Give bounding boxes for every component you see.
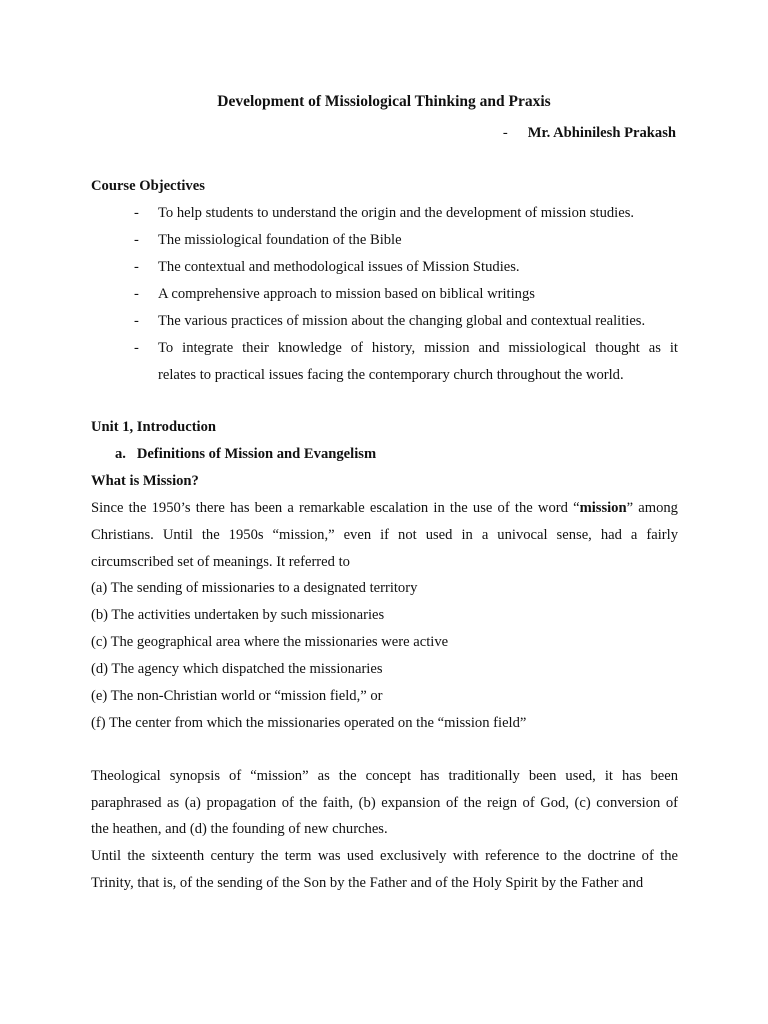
- author-name: Mr. Abhinilesh Prakash: [527, 125, 676, 141]
- list-item: (e) The non-Christian world or “mission field,” or: [91, 688, 383, 704]
- list-item: (c) The geographical area where the missionaries were active: [91, 634, 449, 650]
- bullet-dash: -: [134, 205, 139, 221]
- paragraph-line: Theological synopsis of “mission” as the concept has traditionally been used, it has been: [91, 768, 678, 784]
- bullet-dash: -: [134, 286, 139, 302]
- paragraph-line: circumscribed set of meanings. It referred to: [91, 554, 350, 570]
- document-title: Development of Missiological Thinking and Praxis: [217, 93, 551, 110]
- list-item: (d) The agency which dispatched the missionaries: [91, 661, 383, 677]
- unit-heading: Unit 1, Introduction: [91, 419, 217, 435]
- paragraph-line: Christians. Until the 1950s “mission,” even if not used in a univocal sense, had a fairly: [91, 527, 678, 543]
- paragraph-line: Until the sixteenth century the term was used exclusively with reference to the doctrine of the: [91, 848, 678, 864]
- paragraph-line: Trinity, that is, of the sending of the Son by the Father and of the Holy Spirit by the Father and: [91, 875, 644, 891]
- list-item: (b) The activities undertaken by such missionaries: [91, 607, 385, 623]
- paragraph-line: the heathen, and (d) the founding of new churches.: [91, 821, 388, 837]
- author-line: [503, 125, 676, 142]
- list-item: (f) The center from which the missionaries operated on the “mission field”: [91, 715, 527, 731]
- author-dash: -: [502, 125, 508, 141]
- paragraph-line: Since the 1950’s there has been a remarkable escalation in the use of the word “mission” among: [91, 500, 678, 516]
- section-subheading: a. Definitions of Mission and Evangelism: [115, 446, 377, 462]
- bullet-dash: -: [134, 232, 139, 248]
- paragraph-line: paraphrased as (a) propagation of the faith, (b) expansion of the reign of God, (c) conversion of: [91, 795, 678, 811]
- question-heading: What is Mission?: [91, 473, 199, 489]
- bold-term: mission: [579, 500, 627, 516]
- document-page: Development of Missiological Thinking and Praxis - Mr. Abhinilesh Prakash Course Objectives - To help students to understand the origin and the development of mission studies. - The missiological foundation of the Bible - The contextual and methodological issues of Mission Studies. - A comprehensive approach to mission based on biblical writings - The various practices of mission about the changing global and contextual realities. - To integrate their knowledge of history, mission and missiological thought as it relates to practical issues facing the contemporary church throughout the world. Unit 1, Introduction a. Definitions of Mission and Evangelism What is Mission? Since the 1950’s there has been a remarkable escalation in the use of the word “mission” among Christians. Until the 1950s “mission,” even if not used in a univocal sense, had a fairly circumscribed set of meanings. It referred to (a) The sending of missionaries to a designated territory (b) The activities undertaken by such missionaries (c) The geographical area where the missionaries were active (d) The agency which dispatched the missionaries (e) The non-Christian world or “mission field,” or (f) The center from which the missionaries operated on the “mission field” Theological synopsis of “mission” as the concept has traditionally been used, it has been paraphrased as (a) propagation of the faith, (b) expansion of the reign of God, (c) conversion of the heathen, and (d) the founding of new churches. Until the sixteenth century the term was used exclusively with reference to the doctrine of the Trinity, that is, of the sending of the Son by the Father and of the Holy Spirit by the Father and: [0, 0, 768, 1024]
- bullet-dash: -: [134, 340, 139, 356]
- course-objectives-heading: Course Objectives: [91, 178, 205, 194]
- list-item: (a) The sending of missionaries to a designated territory: [91, 580, 418, 596]
- bullet-dash: -: [134, 313, 139, 329]
- bullet-dash: -: [134, 259, 139, 275]
